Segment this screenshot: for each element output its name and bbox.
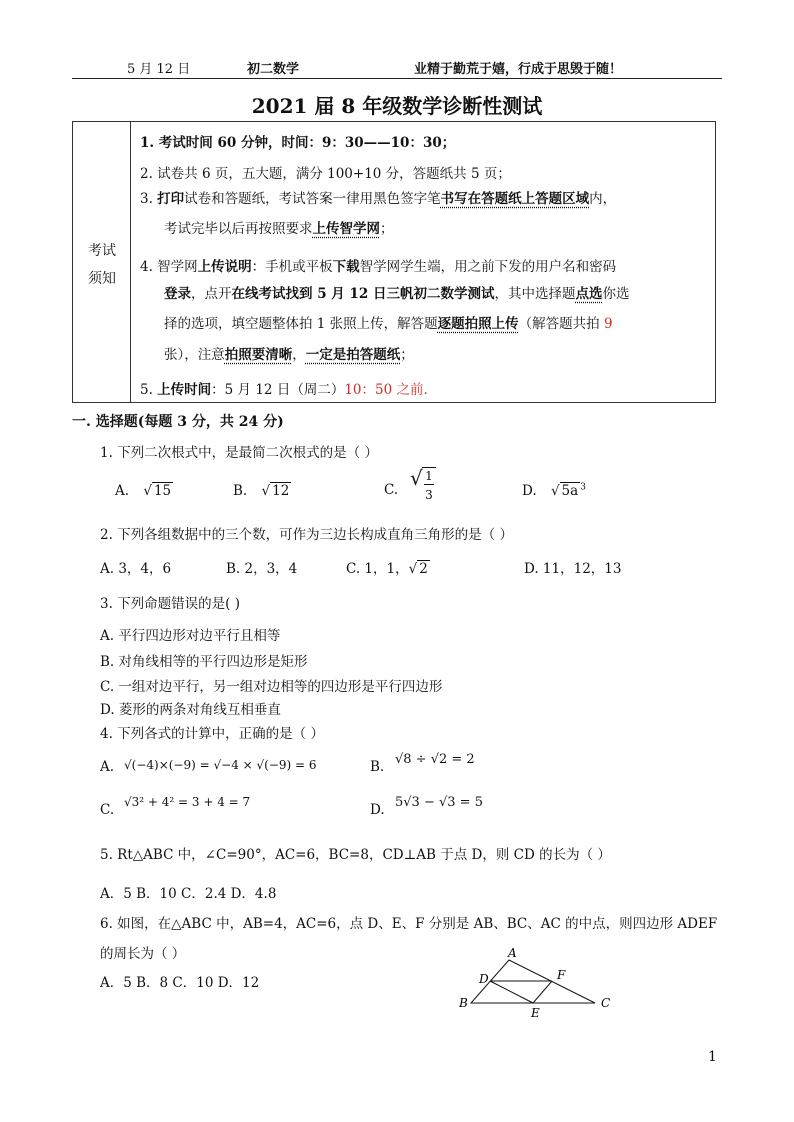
notice-item-4-line2 <box>164 282 629 302</box>
segment-de <box>490 981 533 1003</box>
q1-option-b: B. √ 12 <box>233 483 290 499</box>
label: D. <box>522 483 537 499</box>
notice-item-4 <box>140 255 616 275</box>
notice-item-4-line3 <box>164 312 613 332</box>
q6-stem-1: 6. 如图，在△ABC 中，AB=4，AC=6，点 D、E、F 分别是 AB、BC、AC 的中点，则四边形 ADEF <box>100 916 718 932</box>
radicand: 2 <box>419 561 428 577</box>
q2-option-a: A. 3，4，6 <box>100 561 172 577</box>
sqrt-icon: √ <box>410 466 423 490</box>
vertex-label-f: F <box>557 968 566 982</box>
fraction-bar <box>424 484 434 485</box>
text: 书写在答题纸上答题区域 <box>440 191 590 207</box>
vertex-label-a: A <box>508 946 517 960</box>
notice-item-3 <box>140 187 616 207</box>
text: 内， <box>589 191 617 207</box>
q4-stem: 4. 下列各式的计算中，正确的是（ ） <box>100 726 324 742</box>
header-date: 5 月 12 日 <box>127 62 191 77</box>
text: 5. <box>140 382 158 398</box>
q4-c-expr: √3² + 4² = 3 + 4 = 7 <box>124 795 251 809</box>
q3-option-b: B. 对角线相等的平行四边形是矩形 <box>100 654 308 670</box>
q6-options: A．5 B．8 C．10 D．12 <box>100 975 260 991</box>
radicand: 15 <box>153 483 172 499</box>
vertex-label-d: D <box>479 972 489 986</box>
notice-label-1: 考试 <box>88 243 116 259</box>
q2-option-b: B. 2，3，4 <box>226 561 298 577</box>
label: A. <box>115 483 130 499</box>
q6-triangle-figure <box>455 945 625 1020</box>
vertex-label-c: C <box>601 996 611 1010</box>
radicand: 12 <box>272 483 290 499</box>
text: ； <box>380 221 394 237</box>
text: ，其中选择题 <box>494 286 576 302</box>
text: （解答题共拍 <box>518 316 600 332</box>
page-title: 2021 届 8 年级数学诊断性测试 <box>251 94 543 118</box>
radicand: 5a <box>561 483 579 499</box>
text: 逐题拍照上传 <box>437 316 519 332</box>
q2-option-c: C. 1，1，√ 2 <box>346 561 428 577</box>
header-motto: 业精于勤荒于嬉，行成于思毁于随！ <box>414 62 623 77</box>
q1-c-denominator: 3 <box>425 488 433 502</box>
header-divider <box>72 78 722 79</box>
text: 智学网学生端，用之前下发的用户名和密码 <box>359 259 617 275</box>
section-heading: 一. 选择题(每题 3 分，共 24 分) <box>72 414 284 430</box>
text: 在线考试找到 5 月 12 日三帆初二数学测试 <box>231 286 495 302</box>
q3-stem: 3. 下列命题错误的是( ) <box>100 596 240 612</box>
q5-stem: 5. Rt△ABC 中，∠C=90°，AC=6，BC=8，CD⊥AB 于点 D，则 CD 的长为（ ） <box>100 847 611 863</box>
text: 择的选项，填空题整体拍 1 张照上传，解答题 <box>164 316 438 332</box>
q6-stem-2: 的周长为（ ） <box>100 946 186 962</box>
notice-item-3-cont <box>164 217 394 237</box>
text: 上传智学网 <box>312 221 380 237</box>
q1-option-c <box>384 482 398 498</box>
text: ：5 月 12 日（周二） <box>211 382 345 398</box>
q5-options: A．5 B．10 C．2.4 D．4.8 <box>100 886 277 902</box>
q4-a-expr: √(−4)×(−9) = √−4 × √(−9) = 6 <box>124 758 317 772</box>
q1-stem: 1. 下列二次根式中，是最简二次根式的是（ ） <box>100 445 378 461</box>
text: ； <box>400 347 414 363</box>
text: 你选 <box>602 286 630 302</box>
text: 下载 <box>332 259 360 275</box>
text: 一定是拍答题纸 <box>305 347 401 363</box>
q4-option-c: C. <box>100 802 115 818</box>
text: 10：50 之前. <box>344 382 428 398</box>
text: 点选 <box>575 286 603 302</box>
text: ：手机或平板 <box>251 259 333 275</box>
text: 拍照要清晰 <box>224 347 293 363</box>
q4-option-b: B. <box>370 759 385 775</box>
text: 登录 <box>164 286 191 302</box>
vertex-label-b: B <box>459 996 468 1010</box>
q1-c-numerator: 1 <box>422 467 436 484</box>
header-subject: 初二数学 <box>247 62 300 77</box>
text: 试卷和答题纸，考试答案一律用黑色签字笔 <box>184 191 441 207</box>
vertex-label-e: E <box>531 1006 540 1020</box>
text: ， <box>292 347 306 363</box>
q3-option-d: D. 菱形的两条对角线互相垂直 <box>100 702 281 718</box>
q3-option-c: C. 一组对边平行，另一组对边相等的四边形是平行四边形 <box>100 679 443 695</box>
text: 考试完毕以后再按照要求 <box>164 221 313 237</box>
text: 上传时间 <box>157 382 212 398</box>
notice-item-2: 2. 试卷共 6 页，五大题，满分 100+10 分，答题纸共 5 页； <box>140 166 511 182</box>
q4-d-expr: 5√3 − √3 = 5 <box>395 795 483 810</box>
q2-stem: 2. 下列各组数据中的三个数，可作为三边长构成直角三角形的是（ ） <box>100 527 513 543</box>
notice-label-cell <box>73 122 131 402</box>
text: 上传说明 <box>197 259 252 275</box>
page-number: 1 <box>708 1049 717 1065</box>
notice-label-2: 须知 <box>88 271 116 287</box>
q1-option-d: D. √ 5a $^3$ <box>522 482 586 499</box>
segment-ef <box>533 981 552 1003</box>
q4-option-d: D. <box>370 802 385 818</box>
q3-option-a: A. 平行四边形对边平行且相等 <box>100 628 281 644</box>
label: C. <box>384 482 399 498</box>
notice-item-4-line4 <box>164 343 414 363</box>
notice-item-1: 1. 考试时间 60 分钟，时间：9：30——10：30； <box>140 135 456 151</box>
q1-option-a: A. √ 15 <box>115 483 172 499</box>
text: 3. <box>140 191 158 207</box>
text: 9 <box>599 316 613 332</box>
q2-option-d: D. 11，12，13 <box>524 561 622 577</box>
q4-b-expr: √8 ÷ √2 = 2 <box>395 752 475 767</box>
label: B. <box>233 483 248 499</box>
text: ，点开 <box>191 286 232 302</box>
text: 4. 智学网 <box>140 259 198 275</box>
text: 张），注意 <box>164 347 225 363</box>
notice-item-5 <box>140 378 428 398</box>
exponent: 3 <box>580 482 586 493</box>
text: 打印 <box>157 191 185 207</box>
label: C. 1，1， <box>346 561 409 577</box>
q4-option-a: A. <box>100 759 115 775</box>
